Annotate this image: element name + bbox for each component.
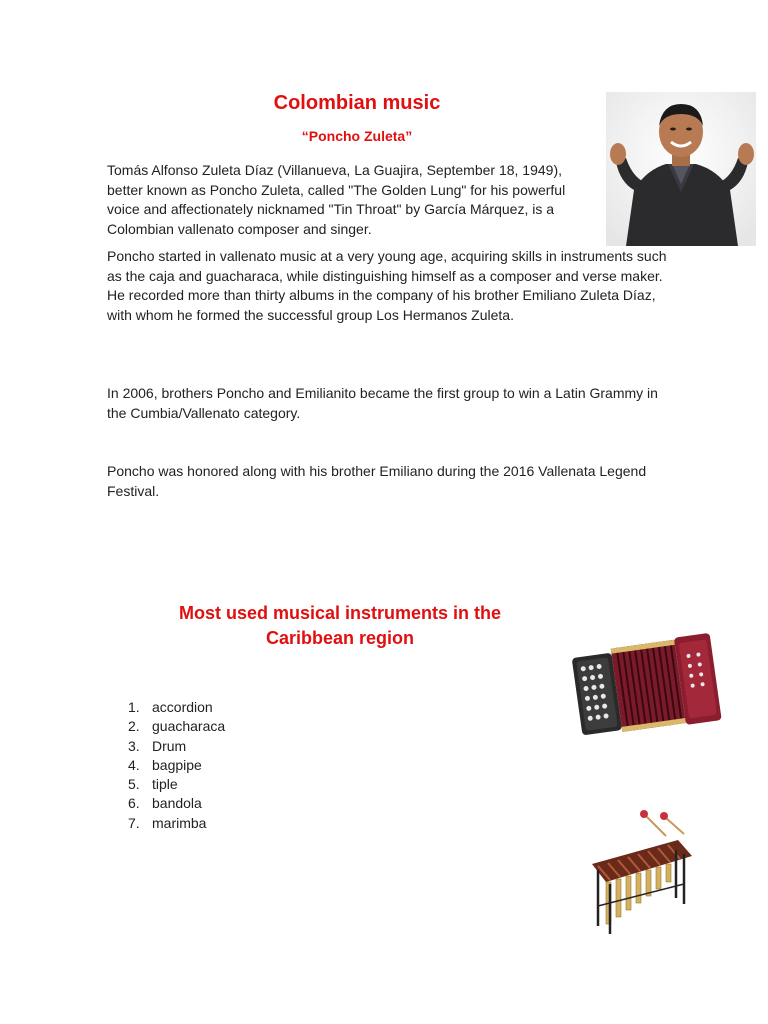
paragraph-biography: Tomás Alfonso Zuleta Díaz (Villanueva, La Guajira, September 18, 1949), better known as Poncho Zuleta, called "The Golden Lung" for his powerful voice and affectionately nicknamed "Tin Throat" by García Márquez, is a Colombian vallenato composer and singer. <box>107 162 566 237</box>
instrument-name: bandola <box>152 795 202 812</box>
instrument-name: accordion <box>152 699 213 715</box>
instrument-name: Drum <box>152 737 187 754</box>
list-item: 7. marimba <box>128 814 207 831</box>
list-item: 3. Drum <box>128 737 187 754</box>
accordion-image <box>568 622 726 746</box>
instrument-name: marimba <box>152 814 207 831</box>
instruments-heading: Most used musical instruments in the Caribbean region <box>178 603 502 648</box>
list-item: 5. tiple <box>128 776 178 793</box>
list-item: 1. accordion <box>128 699 213 715</box>
list-item: 6. bandola <box>128 795 202 812</box>
instrument-name: tiple <box>152 776 178 793</box>
paragraph-honor: Poncho was honored along with his brother Emiliano during the 2016 Vallenata Legend Festival. <box>107 463 647 499</box>
paragraph-career: Poncho started in vallenato music at a very young age, acquiring skills in instruments such as the caja and guacharaca, while distinguishing himself as a composer and verse maker. He recorded more than thirty albums in the company of his brother Emiliano Zuleta Díaz, with whom he formed the successful group Los Hermanos Zuleta. <box>107 248 667 323</box>
instrument-name: guacharaca <box>152 718 226 735</box>
marimba-image <box>584 806 696 938</box>
list-item: 4. bagpipe <box>128 756 202 773</box>
paragraph-grammy: In 2006, brothers Poncho and Emilianito became the first group to win a Latin Grammy in the Cumbia/Vallenato category. <box>107 385 658 421</box>
instrument-list <box>128 698 225 833</box>
page-subtitle: “Poncho Zuleta” <box>301 128 413 144</box>
portrait-photo <box>606 92 756 246</box>
page-title: Colombian music <box>273 92 441 114</box>
list-item: 2. guacharaca <box>128 718 226 735</box>
instrument-name: bagpipe <box>152 756 202 773</box>
